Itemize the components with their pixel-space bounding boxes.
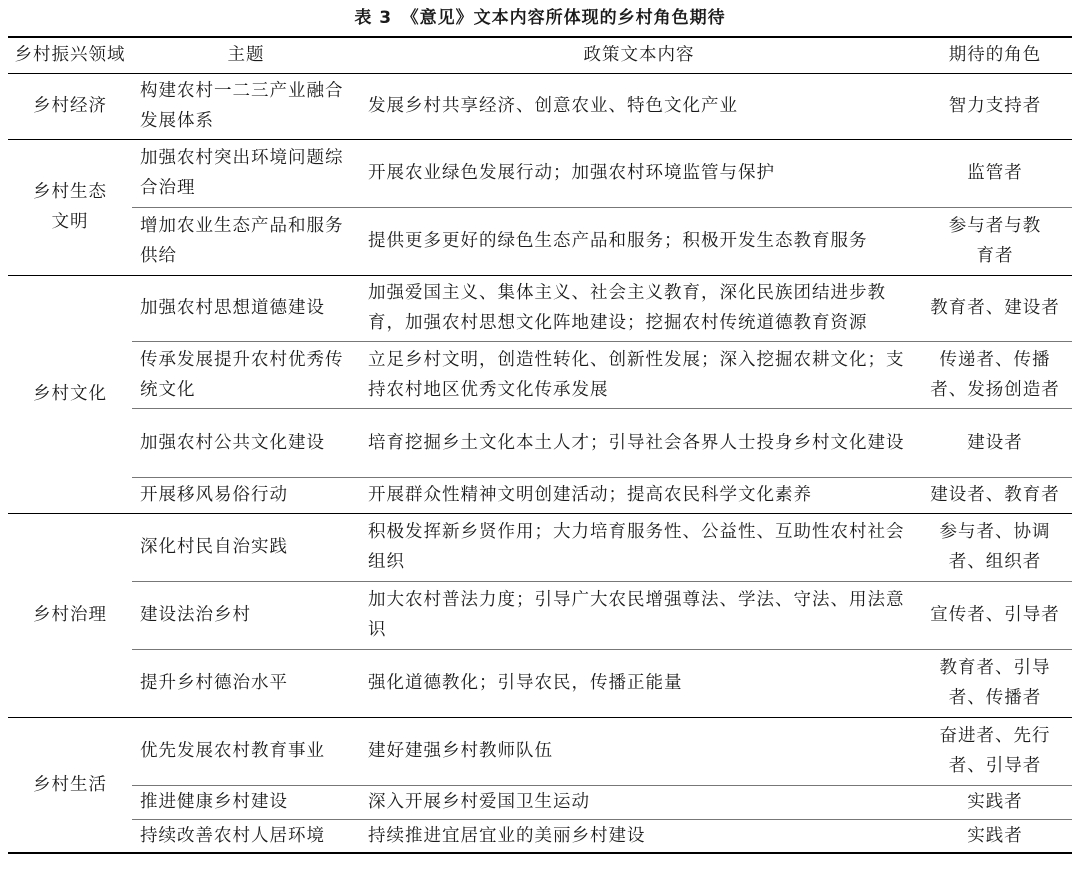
- role-cell: 监管者: [967, 163, 1023, 183]
- content-cell: 立足乡村文明，创造性转化、创新性发展；深入挖掘农耕文化；支持农村地区优秀文化传承发展: [360, 341, 918, 408]
- domain-cell: 乡村生态文明: [8, 139, 132, 275]
- theme-cell: 持续改善农村人居环境: [132, 819, 360, 853]
- table-row: [8, 581, 1072, 649]
- content-cell: 深入开展乡村爱国卫生运动: [360, 785, 918, 819]
- content-cell: 开展群众性精神文明创建活动；提高农民科学文化素养: [360, 477, 918, 513]
- role-cell: 实践者: [918, 819, 1072, 853]
- role-cell: 宣传者、引导者: [918, 581, 1072, 649]
- theme-cell: 增加农业生态产品和服务供给: [132, 207, 360, 275]
- domain-cell: 乡村文化: [8, 275, 132, 513]
- domain-cell: 乡村治理: [8, 513, 132, 717]
- content-cell: 加强爱国主义、集体主义、社会主义教育，深化民族团结进步教育，加强农村思想文化阵地建设；挖掘农村传统道德教育资源: [368, 283, 886, 333]
- content-cell: 提供更多更好的绿色生态产品和服务；积极开发生态教育服务: [360, 207, 918, 275]
- theme-cell: 加强农村思想道德建设: [140, 298, 325, 318]
- content-cell: 强化道德教化；引导农民，传播正能量: [360, 649, 918, 717]
- domain-cell: 乡村生活: [8, 717, 132, 853]
- roles-table: [8, 36, 1072, 854]
- role-cell: 建设者、教育者: [918, 477, 1072, 513]
- role-cell: 传递者、传播者、发扬创造者: [918, 341, 1072, 408]
- content-cell: 积极发挥新乡贤作用；大力培育服务性、公益性、互助性农村社会组织: [368, 522, 905, 572]
- table-row: [8, 408, 1072, 477]
- role-cell: 参与者、协调者、组织者: [939, 522, 1051, 572]
- table-caption: 表 3 《意见》文本内容所体现的乡村角色期待: [354, 8, 726, 28]
- theme-cell: 加强农村公共文化建设: [132, 408, 360, 477]
- theme-cell: 优先发展农村教育事业: [140, 741, 325, 761]
- role-cell: 教育者、引导者、传播者: [918, 649, 1072, 717]
- content-cell: 培育挖掘乡土文化本土人才；引导社会各界人士投身乡村文化建设: [360, 408, 918, 477]
- theme-cell: 传承发展提升农村优秀传统文化: [132, 341, 360, 408]
- theme-cell: 推进健康乡村建设: [132, 785, 360, 819]
- content-cell: 开展农业绿色发展行动；加强农村环境监管与保护: [368, 163, 775, 183]
- table-row: [8, 785, 1072, 819]
- theme-cell: 提升乡村德治水平: [132, 649, 360, 717]
- content-cell: 持续推进宜居宜业的美丽乡村建设: [360, 819, 918, 853]
- role-cell: 教育者、建设者: [930, 298, 1060, 318]
- table-row: [8, 275, 1072, 341]
- table-row: [8, 341, 1072, 408]
- table-row: [8, 819, 1072, 853]
- role-cell: 建设者: [918, 408, 1072, 477]
- header-row: [8, 37, 1072, 73]
- content-cell: 加大农村普法力度；引导广大农民增强尊法、学法、守法、用法意识: [360, 581, 918, 649]
- table-row: [8, 207, 1072, 275]
- header-content: 政策文本内容: [360, 37, 918, 73]
- content-cell: 建好建强乡村教师队伍: [368, 741, 553, 761]
- role-cell: 奋进者、先行者、引导者: [939, 726, 1051, 776]
- theme-cell: 开展移风易俗行动: [132, 477, 360, 513]
- theme-cell: 深化村民自治实践: [140, 537, 288, 557]
- role-cell: 参与者与教育者: [918, 207, 1072, 275]
- role-cell: 智力支持者: [918, 73, 1072, 139]
- header-theme: 主题: [132, 37, 360, 73]
- table-row: [8, 717, 1072, 785]
- table-row: [8, 139, 1072, 207]
- header-role: 期待的角色: [918, 37, 1072, 73]
- header-domain: 乡村振兴领域: [8, 37, 132, 73]
- table-row: [8, 477, 1072, 513]
- table-row: [8, 73, 1072, 139]
- content-cell: 发展乡村共享经济、创意农业、特色文化产业: [360, 73, 918, 139]
- domain-cell: 乡村经济: [8, 73, 132, 139]
- role-cell: 实践者: [918, 785, 1072, 819]
- theme-cell: 建设法治乡村: [132, 581, 360, 649]
- table-row: [8, 649, 1072, 717]
- theme-cell: 构建农村一二三产业融合发展体系: [132, 73, 360, 139]
- table-row: [8, 513, 1072, 581]
- theme-cell: 加强农村突出环境问题综合治理: [140, 148, 344, 198]
